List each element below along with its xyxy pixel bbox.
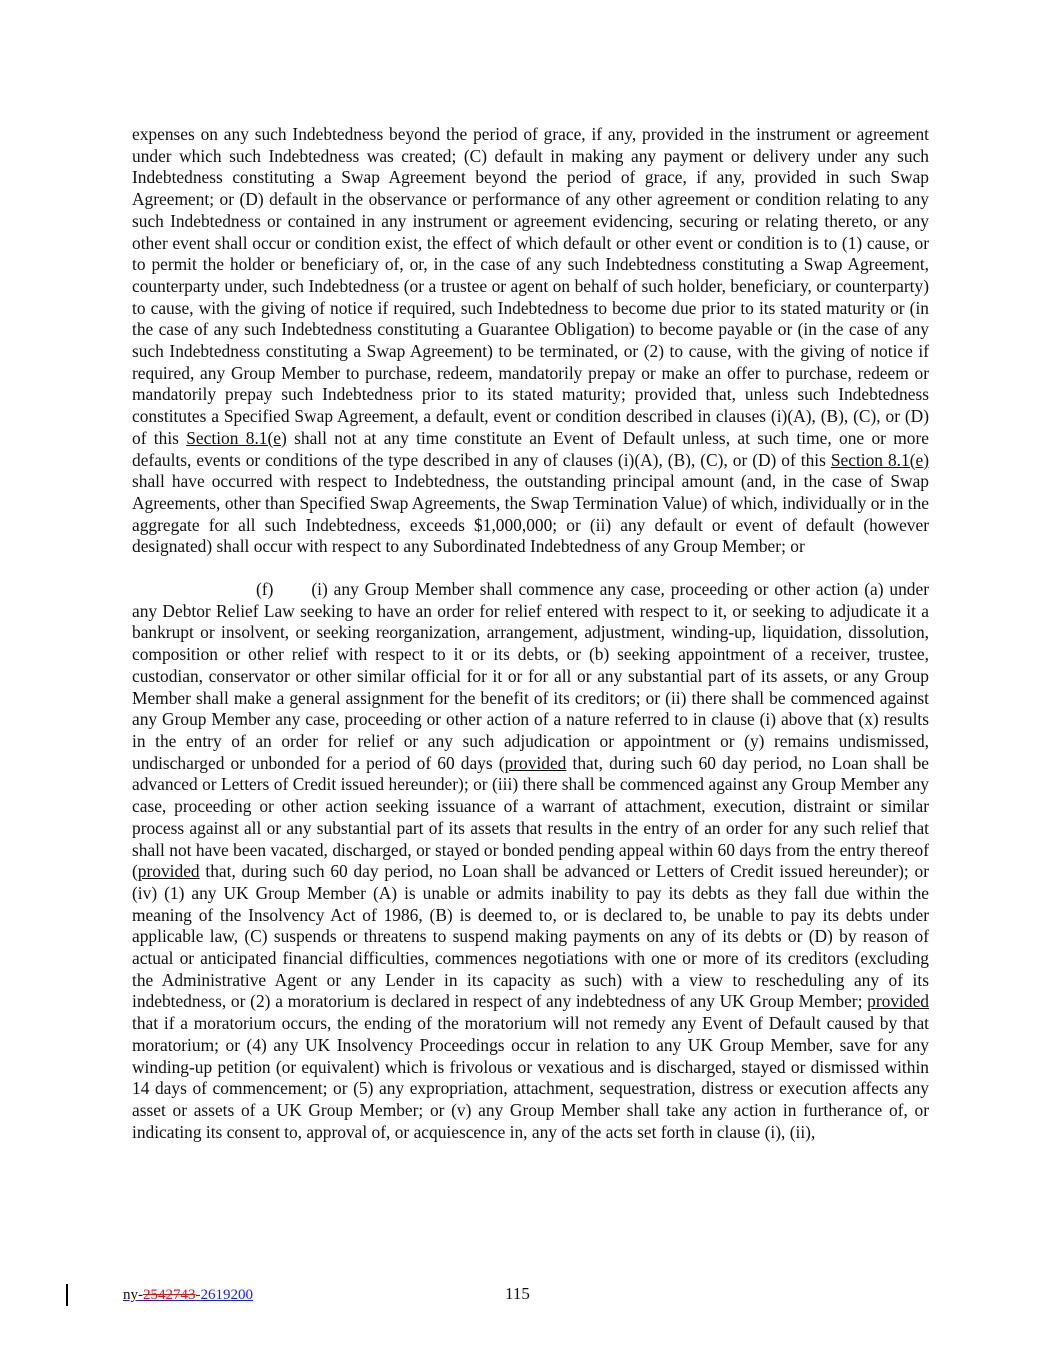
clause-label: (f) xyxy=(256,579,274,600)
provided-term: provided xyxy=(867,991,929,1012)
doc-id-inserted: -2619200 xyxy=(195,1287,253,1303)
paragraph-clause-f xyxy=(132,579,929,1143)
page-footer xyxy=(0,1280,1055,1320)
doc-id-prefix: ny- xyxy=(123,1287,143,1303)
body-text xyxy=(132,124,929,1143)
document-id xyxy=(123,1287,253,1304)
provided-term: provided xyxy=(137,861,200,882)
para1-text-1: expenses on any such Indebtedness beyond the period of grace, if any, provided in the instrument or agreement under which such Indebtedness was created; (C) default in making any payment or delivery under any such Indebtedness constituting a Swap Agreement beyond the period of grace, if any, provided in such Swap Agreement; or (D) default in the observance or performance of any other agreement or condition relating to any such Indebtedness or contained in any instrument or agreement evidencing, securing or relating thereto, or any other event shall occur or condition exist, the effect of which default or other event or condition is to (1) cause, or to permit the holder or beneficiary of, or, in the case of any such Indebtedness constituting a Swap Agreement, counterparty under, such Indebtedness (or a trustee or agent on behalf of such holder, beneficiary, or counterparty) to cause, with the giving of notice if required, such Indebtedness to become due prior to its stated maturity or (in the case of any such Indebtedness constituting a Guarantee Obligation) to become payable or (in the case of any such Indebtedness constituting a Swap Agreement) to be terminated, or (2) to cause, with the giving of notice if required, any Group Member to purchase, redeem, mandatorily prepay or make an offer to purchase, redeem or mandatorily prepay such Indebtedness prior to its stated maturity; provided that, unless such Indebtedness constitutes a Specified Swap Agreement, a default, event or condition described in clauses (i)(A), (B), (C), or (D) of this xyxy=(132,124,929,448)
doc-id-deleted: 2542743 xyxy=(143,1287,196,1303)
paragraph-clause-e-continued xyxy=(132,124,929,558)
para2-text-3: that, during such 60 day period, no Loan shall be advanced or Letters of Credit issued hereunder); or (iv) (1) any UK Group Member (A) is unable or admits inability to pay its debts as they fall due within the meaning of the Insolvency Act of 1986, (B) is deemed to, or is declared to, be unable to pay its debts under applicable law, (C) suspends or threatens to suspend making payments on any of its debts or (D) by reason of actual or anticipated financial difficulties, commences negotiations with one or more of its creditors (excluding the Administrative Agent or any Lender in its capacity as such) with a view to rescheduling any of its indebtedness, or (2) a moratorium is declared in respect of any indebtedness of any UK Group Member; xyxy=(132,861,929,1012)
provided-term: provided xyxy=(504,752,567,773)
section-reference: Section 8.1(e) xyxy=(186,427,287,448)
section-reference: Section 8.1(e) xyxy=(830,449,929,470)
para2-text-1: (i) any Group Member shall commence any case, proceeding or other action (a) under any Debtor Relief Law seeking to have an order for relief entered with respect to it, or seeking to adjudicate it a bankrupt or insolvent, or seeking reorganization, arrangement, adjustment, winding-up, liquidation, dissolution, composition or other relief with respect to it or its debts, or (b) seeking appointment of a receiver, trustee, custodian, conservator or other similar official for it or for all or any substantial part of its assets, or any Group Member shall make a general assignment for the benefit of its creditors; or (ii) there shall be commenced against any Group Member any case, proceeding or other action of a nature referred to in clause (i) above that (x) results in the entry of an order for relief or any such adjudication or appointment or (y) remains undismissed, undischarged or unbonded for a period of 60 days ( xyxy=(132,579,929,773)
para2-text-4: that if a moratorium occurs, the ending of the moratorium will not remedy any Event of Default caused by that moratorium; or (4) any UK Insolvency Proceedings occur in relation to any UK Group Member, save for any winding-up petition (or equivalent) which is frivolous or vexatious and is discharged, stayed or dismissed within 14 days of commencement; or (5) any expropriation, attachment, sequestration, distress or execution affects any asset or assets of a UK Group Member; or (v) any Group Member shall take any action in furtherance of, or indicating its consent to, approval of, or acquiescence in, any of the acts set forth in clause (i), (ii), xyxy=(132,1013,929,1142)
para2-text-2: that, during such 60 day period, no Loan shall be advanced or Letters of Credit issued hereunder); or (iii) there shall be commenced against any Group Member any case, proceeding or other action seeking issuance of a warrant of attachment, execution, distraint or similar process against all or any substantial part of its assets that results in the entry of an order for any such relief that shall not have been vacated, discharged, or stayed or bonded pending appeal within 60 days from the entry thereof ( xyxy=(132,752,929,882)
para1-text-2: shall not at any time constitute an Event of Default unless, at such time, one or more defaults, events or conditions of the type described in any of clauses (i)(A), (B), (C), or (D) of this xyxy=(132,427,929,470)
revision-change-bar xyxy=(66,1284,68,1306)
para1-text-3: shall have occurred with respect to Indebtedness, the outstanding principal amount (and, in the case of Swap Agreements, other than Specified Swap Agreements, the Swap Termination Value) of which, individually or in the aggregate for all such Indebtedness, exceeds $1,000,000; or (ii) any default or event of default (however designated) shall occur with respect to any Subordinated Indebtedness of any Group Member; or xyxy=(132,471,929,557)
page-number: 115 xyxy=(505,1284,530,1303)
